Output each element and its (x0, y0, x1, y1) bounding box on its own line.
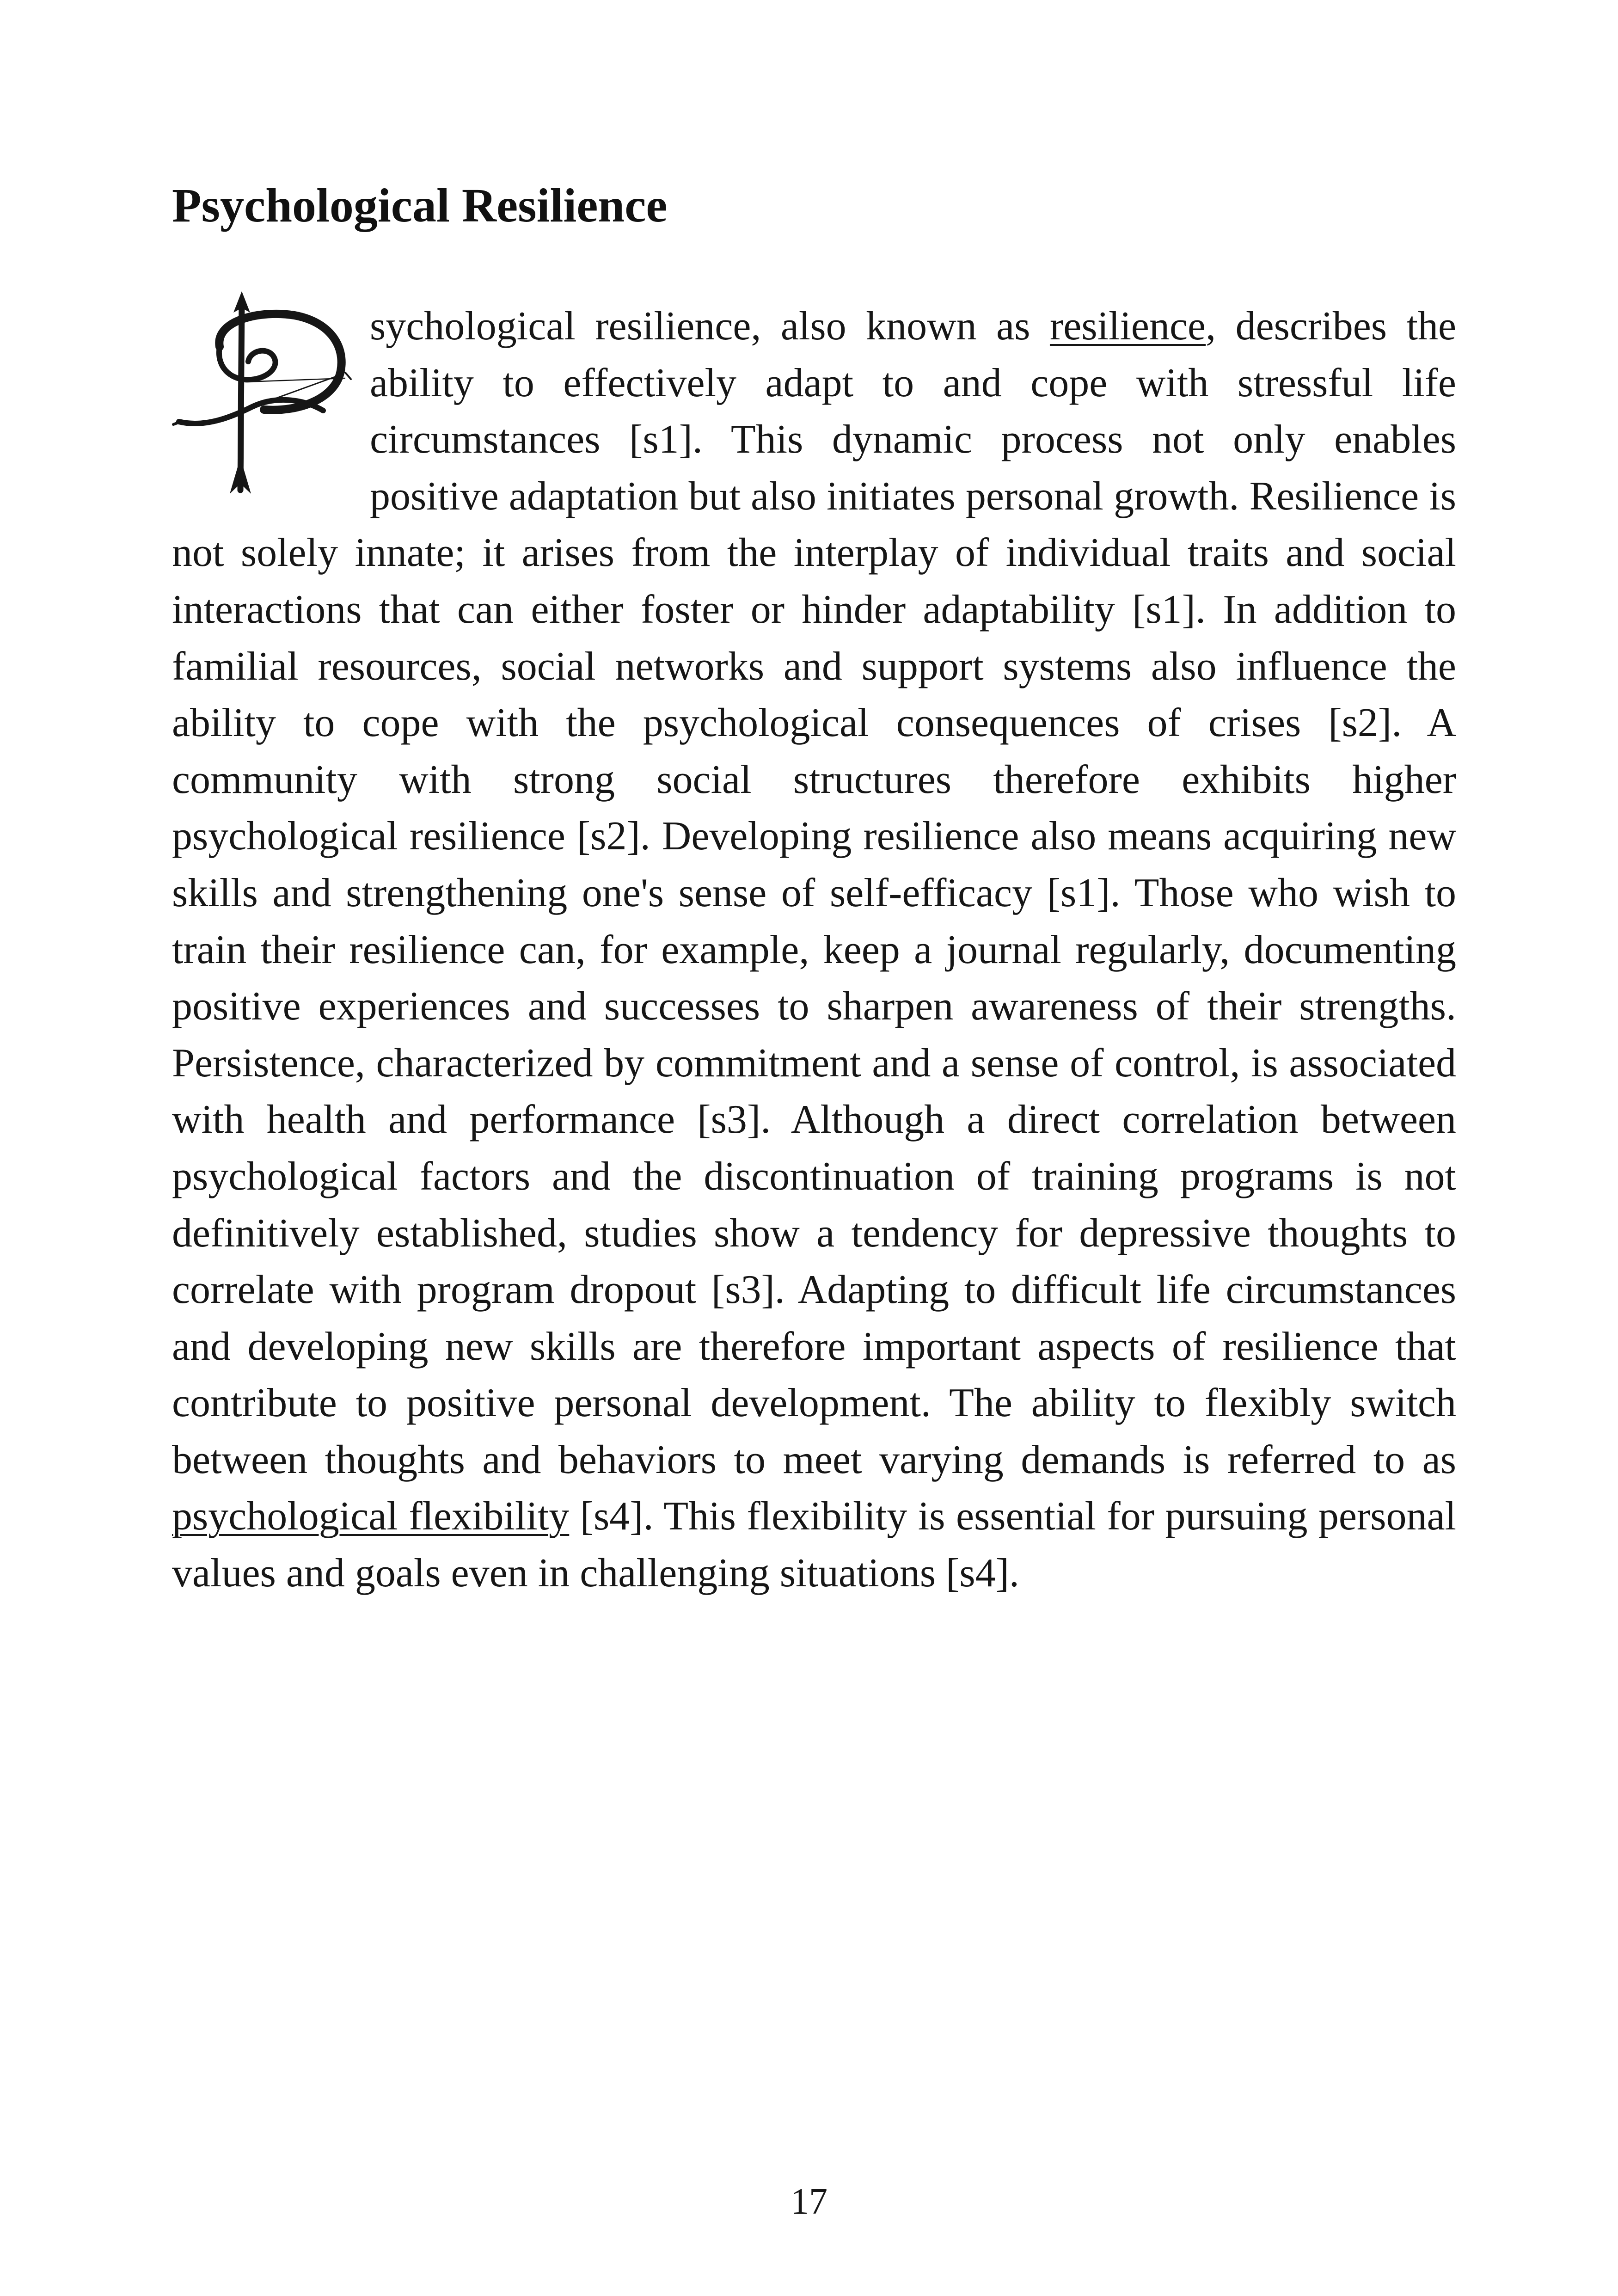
psychological-flexibility-link[interactable]: psychological flexibility (172, 1494, 570, 1539)
body-text-segment: , describes the ability to effectively adapt to and cope with stressful life circumstances [s1]. This dynamic process not only enables positive adaptation but also initiates personal growth. Resilience is not solely innate; it arises from the interplay of individual traits and social interactions that can either foster or hinder adaptability [s1]. In addition to familial resources, social networks and support systems also influence the ability to cope with the psychological consequences of crises [s2]. A community with strong social structures therefore exhibits higher psychological resilience [s2]. Developing resilience also means acquiring new skills and strengthening one's sense of self-efficacy [s1]. Those who wish to train their resilience can, for example, keep a journal regularly, documenting positive experiences and successes to sharpen awareness of their strengths. Persistence, characterized by commitment and a sense of control, is associated with health and performance [s3]. Although a direct correlation between psychological factors and the discontinuation of training programs is not definitively established, studies show a tendency for depressive thoughts to correlate with program dropout [s3]. Adapting to difficult life circumstances and developing new skills are therefore important aspects of resilience that contribute to positive personal development. The ability to flexibly switch between thoughts and behaviors to meet varying demands is referred to as (172, 304, 1456, 1482)
page-number: 17 (791, 2181, 827, 2222)
body-text-segment: [s4]. This flexibility is essential for pursuing personal values and goals even in challenging situations [s4]. (172, 1494, 1457, 1596)
body-paragraph (172, 298, 1456, 1602)
resilience-link[interactable]: resilience (1049, 304, 1206, 349)
section-title: Psychological Resilience (172, 179, 668, 232)
drop-cap-space (172, 298, 370, 525)
body-text-segment: sychological resilience, also known as (370, 304, 1050, 349)
